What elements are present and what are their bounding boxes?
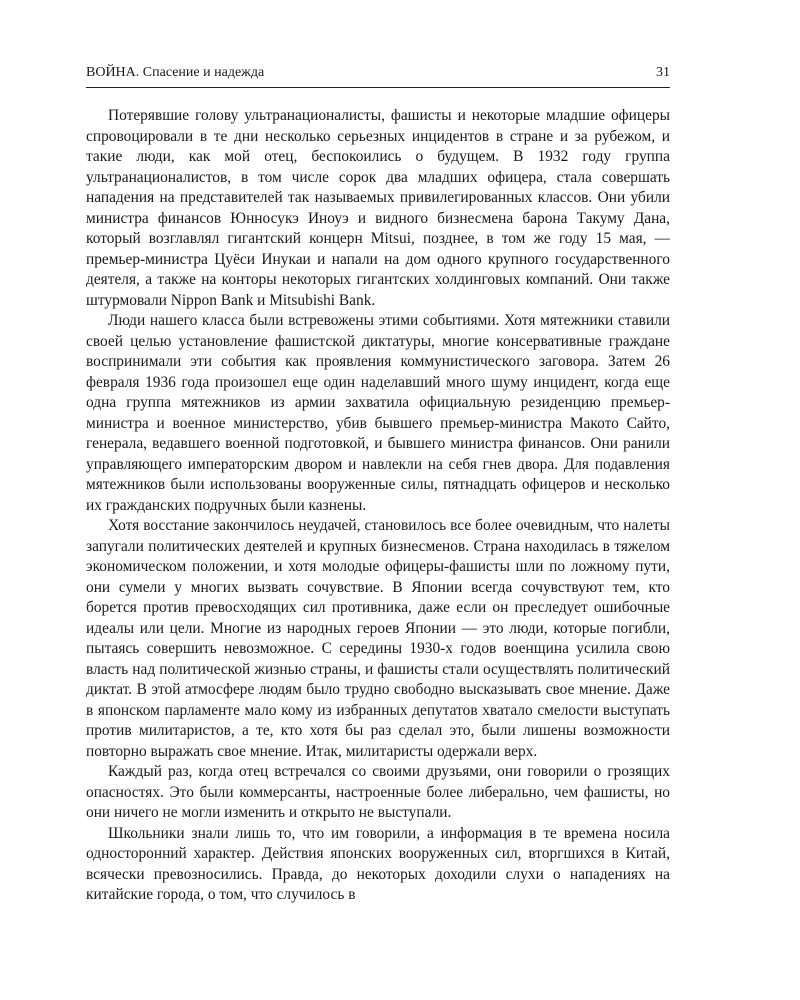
chapter-title: ВОЙНА. Спасение и надежда <box>86 65 265 80</box>
running-header <box>86 64 670 88</box>
book-page <box>86 64 670 906</box>
paragraph: Каждый раз, когда отец встречался со своими друзьями, они говорили о грозящих опасностях. Это были коммерсанты, настроенные более либерально, чем фашисты, но они ничего не могли изменить и открыто не выступали. <box>86 763 670 821</box>
body-text <box>86 106 670 906</box>
paragraph: Хотя восстание закончилось неудачей, становилось все более очевидным, что налеты запугали политических деятелей и крупных бизнесменов. Страна находилась в тяжелом экономическом положении, и хотя молодые офицеры-фашисты шли по ложному пути, они сумели у многих вызвать сочувствие. В Японии всегда сочувствуют тем, кто борется против превосходящих сил противника, даже если он преследует ошибочные идеалы или цели. Многие из народных героев Японии — это люди, которые погибли, пытаясь совершить невозможное. С середины 1930-х годов военщина усилила свою власть над политической жизнью страны, и фашисты стали осуществлять политический диктат. В этой атмосфере людям было трудно свободно высказывать свое мнение. Даже в японском парламенте мало кому из избранных депутатов хватало смелости выступать против милитаристов, а те, кто хотя бы раз сделал это, были лишены возможности повторно выражать свое мнение. Итак, милитаристы одержали верх. <box>86 517 670 760</box>
paragraph: Школьники знали лишь то, что им говорили, а информация в те времена носила односторонний характер. Действия японских вооруженных сил, вторгшихся в Китай, всячески превозносились. Правда, до некоторых доходили слухи о нападениях на китайские города, о том, что случилось в <box>86 824 670 903</box>
paragraph: Люди нашего класса были встревожены этими событиями. Хотя мятежники ставили своей целью установление фашистской диктатуры, многие консервативные граждане воспринимали эти события как проявления коммунистического заговора. Затем 26 февраля 1936 года произошел еще один наделавший много шуму инцидент, когда еще одна группа мятежников из армии захватила официальную резиденцию премьер-министра и военное министерство, убив бывшего премьер-министра Макото Сайто, генерала, ведавшего военной подготовкой, и бывшего министра финансов. Они ранили управляющего императорским двором и навлекли на себя гнев двора. Для подавления мятежников были использованы вооруженные силы, пятнадцать офицеров и несколько их гражданских подручных были казнены. <box>86 312 670 514</box>
paragraph: Потерявшие голову ультранационалисты, фашисты и некоторые младшие офицеры спровоцировали в те дни несколько серьезных инцидентов в стране и за рубежом, и такие люди, как мой отец, беспокоились о будущем. В 1932 году группа ультранационалистов, в том числе сорок два младших офицера, стала совершать нападения на представителей так называемых привилегированных классов. Они убили министра финансов Юнносукэ Иноуэ и видного бизнесмена барона Такуму Дана, который возглавлял гигантский концерн Mitsui, позднее, в том же году 15 мая, — премьер-министра Цуёси Инукаи и напали на дом одного крупного государственного деятеля, а также на конторы некоторых гигантских холдинговых компаний. Они также штурмовали Nippon Bank и Mitsubishi Bank. <box>86 107 670 309</box>
page-number: 31 <box>656 65 670 80</box>
